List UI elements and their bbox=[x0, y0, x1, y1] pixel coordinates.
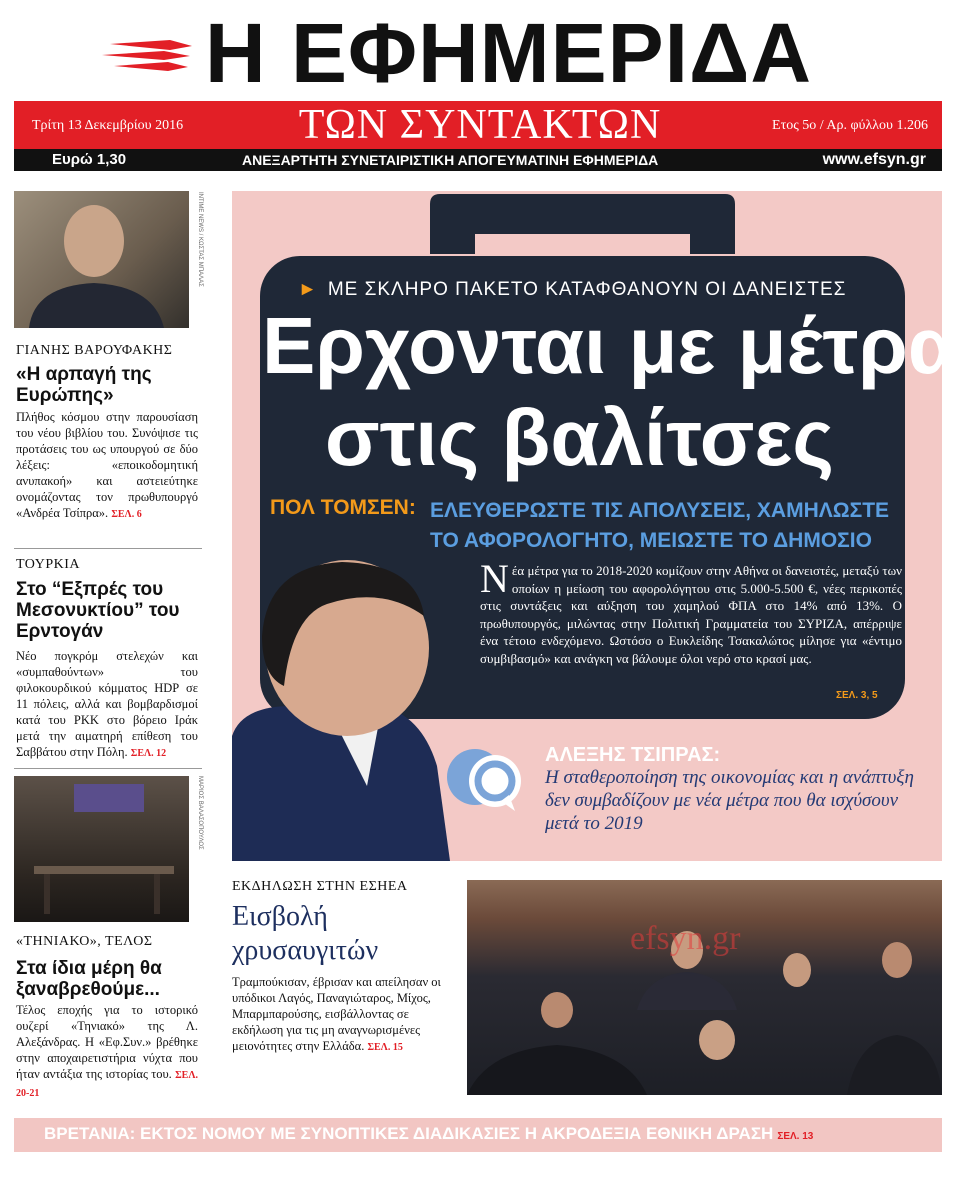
website-link[interactable]: www.efsyn.gr bbox=[822, 151, 926, 168]
issue-date: Τρίτη 13 Δεκεμβρίου 2016 bbox=[32, 118, 184, 133]
portrait-silhouette-icon bbox=[14, 191, 189, 328]
varoufakis-photo bbox=[14, 191, 189, 328]
triangle-icon: ► bbox=[298, 279, 318, 300]
divider bbox=[14, 548, 202, 549]
story-kicker: ΤΟΥΡΚΙΑ bbox=[16, 557, 80, 572]
story-headline[interactable]: «Η αρπαγή της Ευρώπης» bbox=[16, 364, 152, 406]
quote-text: Η σταθεροποίηση της οικονομίας και η ανάπτυξη δεν συμβαδίζουν με νέα μέτρα που θα ισχύσουν μετά το 2019 bbox=[545, 767, 914, 834]
page-ref[interactable]: ΣΕΛ. 6 bbox=[111, 509, 142, 520]
masthead-title: Η ΕΦΗΜΕΡΙΔΑ bbox=[205, 6, 813, 100]
quote-speaker: ΑΛΕΞΗΣ ΤΣΙΠΡΑΣ: bbox=[545, 744, 721, 766]
cafe-interior-icon bbox=[14, 776, 189, 922]
story-headline[interactable]: Στο “Εξπρές του Μεσονυκτίου” του Ερντογάν bbox=[16, 579, 180, 642]
main-story-body bbox=[480, 556, 902, 667]
thomsen-label: ΠΟΛ ΤΟΜΣΕΝ: bbox=[270, 496, 416, 519]
story-body-text: Πλήθος κόσμου στην παρουσίαση του νέου βιβλίου του. Συνόψισε τις προτάσεις του ως υπουργού σε δύο λέξεις: «εποικοδομητική ανυπακοή» και αστειεύτηκε ονομάζοντας τον πρωθυπουργό «Ανδρέα Τσίπρα». bbox=[16, 410, 198, 520]
page-ref[interactable]: ΣΕΛ. 13 bbox=[777, 1131, 814, 1142]
story-body-text: Νέο πογκρόμ στελεχών και «συμπαθούντων» του φιλοκουρδικού κόμματος HDP σε 11 πόλεις, αλλά και βομβαρδισμοί κατά του PKK στο βόρειο Ιράκ μετά την αιματηρή επίθεση του Σαββάτου στην Πόλη. bbox=[16, 649, 198, 759]
page-ref[interactable]: ΣΕΛ. 15 bbox=[367, 1042, 403, 1053]
footer-headline-text: ΒΡΕΤΑΝΙΑ: ΕΚΤΟΣ ΝΟΜΟΥ ΜΕ ΣΥΝΟΠΤΙΚΕΣ ΔΙΑΔΙΚΑΣΙΕΣ Η ΑΚΡΟΔΕΞΙΑ ΕΘΝΙΚΗ ΔΡΑΣΗ bbox=[44, 1124, 774, 1143]
story-kicker: «ΤΗΝΙΑΚΟ», ΤΕΛΟΣ bbox=[16, 934, 153, 949]
watermark: efsyn.gr bbox=[630, 920, 741, 957]
story-body bbox=[16, 1002, 198, 1102]
story-kicker: ΕΚΔΗΛΩΣΗ ΣΤΗΝ ΕΣΗΕΑ bbox=[232, 879, 408, 894]
story-body-text: Τέλος εποχής για το ιστορικό ουζερί «Τηνιακό» της Λ. Αλεξάνδρας. Η «Εφ.Συν.» βρέθηκε στην αποχαιρετιστήρια νύχτα που ήταν αντάξια της ιστορίας του. bbox=[16, 1003, 198, 1081]
story-headline[interactable]: Στα ίδια μέρη θα ξαναβρεθούμε... bbox=[16, 958, 162, 1000]
tagline: ΑΝΕΞΑΡΤΗΤΗ ΣΥΝΕΤΑΙΡΙΣΤΙΚΗ ΑΠΟΓΕΥΜΑΤΙΝΗ ΕΦΗΜΕΡΙΔΑ bbox=[242, 152, 659, 168]
photo-credit: ΜΑΡΙΟΣ ΒΑΛΑΣΟΠΟΥΛΟΣ bbox=[197, 776, 203, 850]
thomsen-quote: ΕΛΕΥΘΕΡΩΣΤΕ ΤΙΣ ΑΠΟΛΥΣΕΙΣ, ΧΑΜΗΛΩΣΤΕ ΤΟ ΑΦΟΡΟΛΟΓΗΤΟ, ΜΕΙΩΣΤΕ ΤΟ ΔΗΜΟΣΙΟ bbox=[430, 499, 890, 552]
main-story-text: έα μέτρα για το 2018-2020 κομίζουν στην Αθήνα οι δανειστές, μεταξύ των οποίων η μείωση του αφορολόγητου στις 5.000-5.500 €, νέες περικοπές στις συντάξεις και αύξηση του χαμηλού ΦΠΑ στο 14% από 13%. Ο πρωθυπουργός, μιλώντας στην Πολιτική Γραμματεία του ΣΥΡΙΖΑ, απέρριψε ένα τέτοιο ενδεχόμενο. Ωστόσο ο Ευκλείδης Τσακαλώτος μίλησε για «έντιμο συμβιβασμό» και ανάγκη να βάλουμε όλοι νερό στο κρασί μας. bbox=[480, 563, 902, 666]
divider bbox=[14, 768, 202, 769]
event-photo bbox=[467, 880, 942, 1095]
story-body bbox=[16, 648, 198, 762]
story-body bbox=[232, 974, 462, 1056]
speech-bubble-icon bbox=[445, 745, 525, 815]
footer-headline[interactable] bbox=[44, 1124, 813, 1144]
story-body-text: Τραμπούκισαν, έβρισαν και απείλησαν οι υπόδικοι Λαγός, Παναγιώταρος, Μίχος, Μπαρμπαρούσης, εισβάλλοντας σε εκδήλωση για τις μη αναγνωρισμένες μειονότητες στην Ελλάδα. bbox=[232, 975, 441, 1053]
tsipras-photo bbox=[232, 556, 450, 861]
main-kicker-text: ΜΕ ΣΚΛΗΡΟ ΠΑΚΕΤΟ ΚΑΤΑΦΘΑΝΟΥΝ ΟΙ ΔΑΝΕΙΣΤΕΣ bbox=[327, 279, 847, 300]
price: Ευρώ 1,30 bbox=[52, 151, 127, 168]
page-ref[interactable]: ΣΕΛ. 3, 5 bbox=[836, 690, 878, 701]
issue-number: Ετος 5ο / Αρ. φύλλου 1.206 bbox=[772, 118, 928, 133]
drop-cap: Ν bbox=[480, 556, 509, 601]
masthead-subtitle: ΤΩΝ ΣΥΝΤΑΚΤΩΝ bbox=[298, 102, 662, 148]
story-headline[interactable]: Εισβολή χρυσαυγιτών bbox=[232, 901, 379, 966]
story-body bbox=[16, 409, 198, 523]
logo-pen-icon bbox=[100, 30, 200, 80]
main-story-kicker bbox=[298, 279, 846, 301]
page-ref[interactable]: ΣΕΛ. 20-21 bbox=[16, 1070, 199, 1099]
photo-credit: INTIME NEWS / ΚΩΣΤΑΣ ΜΠΑΛΑΣ bbox=[197, 192, 203, 287]
main-headline-line2[interactable]: στις βαλίτσες bbox=[325, 393, 834, 482]
cafe-photo bbox=[14, 776, 189, 922]
page-ref[interactable]: ΣΕΛ. 12 bbox=[130, 748, 167, 759]
story-kicker: ΓΙΑΝΗΣ ΒΑΡΟΥΦΑΚΗΣ bbox=[16, 343, 173, 358]
crowd-scene-icon bbox=[467, 880, 942, 1095]
main-headline-line1[interactable]: Ερχονται με μέτρα bbox=[262, 301, 958, 390]
